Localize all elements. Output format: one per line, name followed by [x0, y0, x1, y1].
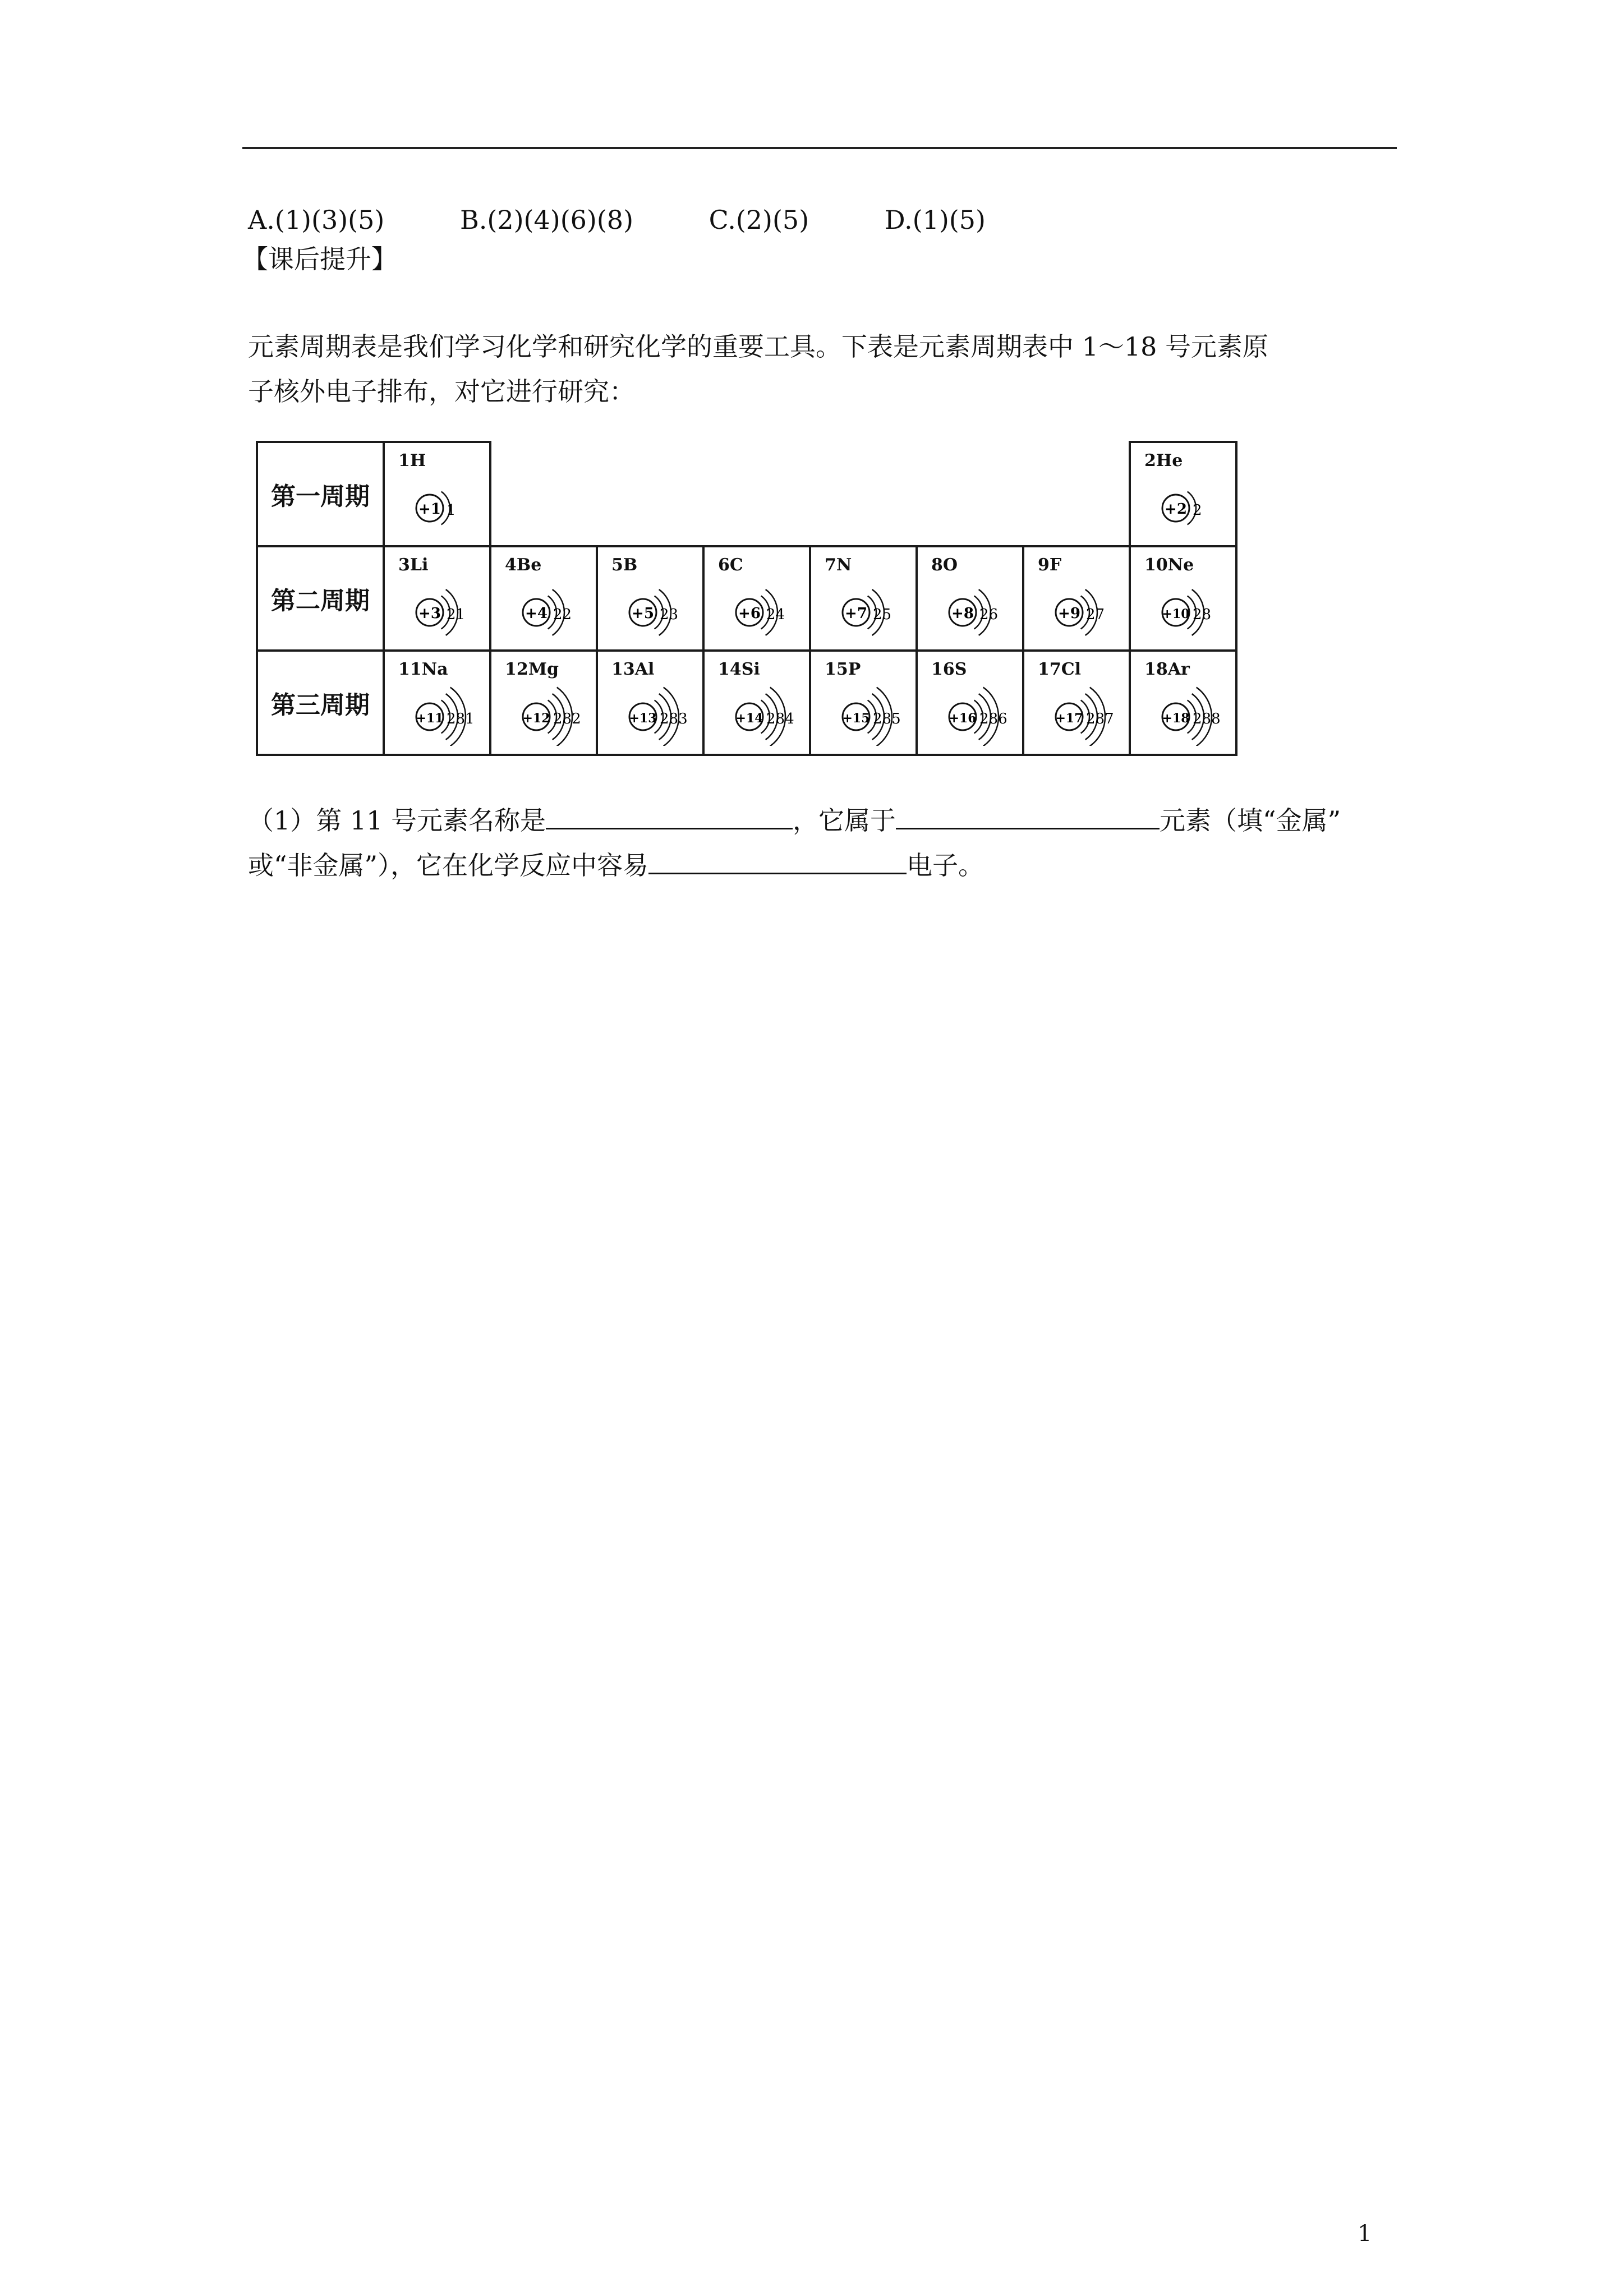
question-text: 元素（填“金属” — [1160, 805, 1341, 836]
nucleus-charge: +1 — [418, 501, 441, 518]
electron-counts: 282 — [553, 711, 581, 727]
question-text: 或“非金属”），它在化学反应中容易 — [248, 850, 649, 880]
atomic-structure-diagram — [940, 679, 1024, 746]
element-cell — [384, 546, 490, 651]
element-cell — [1130, 442, 1236, 546]
atomic-structure-diagram — [1153, 679, 1237, 746]
empty-cell — [490, 442, 597, 546]
atomic-structure-diagram — [1153, 470, 1237, 537]
atomic-structure-diagram — [620, 679, 705, 746]
atomic-structure-diagram — [407, 574, 491, 642]
atomic-structure-diagram — [1047, 574, 1131, 642]
element-cell — [917, 546, 1023, 651]
element-cell — [1130, 546, 1236, 651]
period-row — [257, 546, 1236, 651]
option-a: A.(1)(3)(5) — [248, 205, 385, 235]
nucleus-charge: +3 — [418, 605, 441, 622]
answer-blank-gain-lose[interactable] — [648, 848, 907, 874]
nucleus-charge: +4 — [525, 605, 548, 622]
nucleus-charge: +12 — [522, 711, 550, 726]
nucleus-charge: +18 — [1162, 711, 1190, 726]
electron-counts: 285 — [873, 711, 901, 727]
element-symbol: 3Li — [398, 555, 429, 575]
element-cell — [1130, 651, 1236, 755]
electron-counts: 288 — [1193, 711, 1221, 727]
element-cell — [917, 651, 1023, 755]
element-cell — [490, 651, 597, 755]
electron-counts: 21 — [447, 606, 466, 623]
electron-counts: 23 — [660, 606, 679, 623]
atomic-structure-diagram — [1153, 574, 1237, 642]
element-symbol: 7N — [825, 555, 852, 575]
electron-counts: 25 — [873, 606, 892, 623]
element-cell — [810, 546, 917, 651]
atomic-structure-diagram — [514, 679, 598, 746]
element-symbol: 8O — [931, 555, 958, 575]
question-text: ，它属于 — [793, 805, 896, 836]
element-symbol: 18Ar — [1144, 660, 1190, 679]
period-label: 第二周期 — [257, 546, 384, 651]
electron-counts: 27 — [1086, 606, 1105, 623]
atomic-structure-diagram — [727, 679, 811, 746]
element-symbol: 10Ne — [1144, 555, 1194, 575]
nucleus-charge: +9 — [1058, 605, 1080, 622]
option-c: C.(2)(5) — [709, 205, 809, 235]
element-cell — [597, 651, 703, 755]
answer-blank-metal-type[interactable] — [896, 803, 1160, 829]
nucleus-charge: +15 — [842, 711, 870, 726]
element-cell — [490, 546, 597, 651]
nucleus-charge: +7 — [845, 605, 867, 622]
element-cell — [810, 651, 917, 755]
electron-counts: 22 — [553, 606, 572, 623]
electron-counts: 24 — [766, 606, 785, 623]
electron-counts: 2 — [1193, 502, 1202, 519]
atomic-structure-diagram — [834, 574, 918, 642]
empty-cell — [1023, 442, 1130, 546]
period-row — [257, 442, 1236, 546]
nucleus-charge: +2 — [1165, 501, 1187, 518]
periodic-table-figure — [256, 441, 1237, 756]
period-row — [257, 651, 1236, 755]
element-symbol: 14Si — [718, 660, 760, 679]
element-symbol: 11Na — [398, 660, 448, 679]
nucleus-charge: +17 — [1055, 711, 1083, 726]
electron-counts: 28 — [1193, 606, 1212, 623]
element-cell — [384, 442, 490, 546]
element-symbol: 6C — [718, 555, 743, 575]
empty-cell — [703, 442, 810, 546]
element-symbol: 1H — [398, 451, 426, 471]
nucleus-charge: +16 — [949, 711, 977, 726]
period-label: 第一周期 — [257, 442, 384, 546]
page-number: 1 — [1358, 2221, 1372, 2247]
option-d: D.(1)(5) — [884, 205, 986, 235]
element-symbol: 4Be — [505, 555, 542, 575]
element-symbol: 13Al — [611, 660, 655, 679]
atomic-structure-diagram — [407, 679, 491, 746]
atomic-structure-diagram — [620, 574, 705, 642]
element-symbol: 16S — [931, 660, 967, 679]
nucleus-charge: +5 — [632, 605, 654, 622]
answer-blank-element-name[interactable] — [546, 803, 793, 829]
intro-line-1: 元素周期表是我们学习化学和研究化学的重要工具。下表是元素周期表中 1～18 号元素原 — [248, 331, 1269, 362]
question-text: 电子。 — [907, 850, 984, 880]
element-cell — [1023, 651, 1130, 755]
nucleus-charge: +14 — [735, 711, 763, 726]
intro-line-2: 子核外电子排布，对它进行研究： — [248, 376, 635, 407]
electron-counts: 287 — [1086, 711, 1114, 727]
element-symbol: 12Mg — [505, 660, 559, 679]
question-line-1 — [248, 803, 1341, 837]
element-symbol: 15P — [825, 660, 861, 679]
atomic-structure-diagram — [727, 574, 811, 642]
atomic-structure-diagram — [834, 679, 918, 746]
atomic-structure-diagram — [407, 470, 491, 537]
empty-cell — [597, 442, 703, 546]
element-cell — [597, 546, 703, 651]
question-line-2 — [248, 848, 984, 882]
electron-counts: 281 — [447, 711, 475, 727]
element-symbol: 5B — [611, 555, 638, 575]
electron-counts: 1 — [447, 502, 456, 519]
nucleus-charge: +10 — [1162, 607, 1190, 621]
header-rule — [242, 147, 1397, 149]
nucleus-charge: +13 — [629, 711, 657, 726]
electron-counts: 26 — [979, 606, 999, 623]
atomic-structure-diagram — [514, 574, 598, 642]
nucleus-charge: +6 — [738, 605, 761, 622]
element-symbol: 9F — [1038, 555, 1062, 575]
element-symbol: 2He — [1144, 451, 1183, 471]
empty-cell — [810, 442, 917, 546]
electron-counts: 283 — [660, 711, 688, 727]
element-symbol: 17Cl — [1038, 660, 1082, 679]
answer-options — [248, 203, 1053, 237]
element-cell — [384, 651, 490, 755]
element-cell — [703, 651, 810, 755]
atomic-structure-diagram — [1047, 679, 1131, 746]
option-b: B.(2)(4)(6)(8) — [459, 205, 634, 235]
question-text: （1）第 11 号元素名称是 — [248, 805, 546, 836]
empty-cell — [917, 442, 1023, 546]
period-label: 第三周期 — [257, 651, 384, 755]
atomic-structure-diagram — [940, 574, 1024, 642]
element-cell — [1023, 546, 1130, 651]
electron-counts: 286 — [979, 711, 1007, 727]
element-cell — [703, 546, 810, 651]
nucleus-charge: +11 — [416, 711, 444, 726]
section-title: 【课后提升】 — [242, 244, 397, 274]
nucleus-charge: +8 — [951, 605, 974, 622]
electron-counts: 284 — [766, 711, 794, 727]
